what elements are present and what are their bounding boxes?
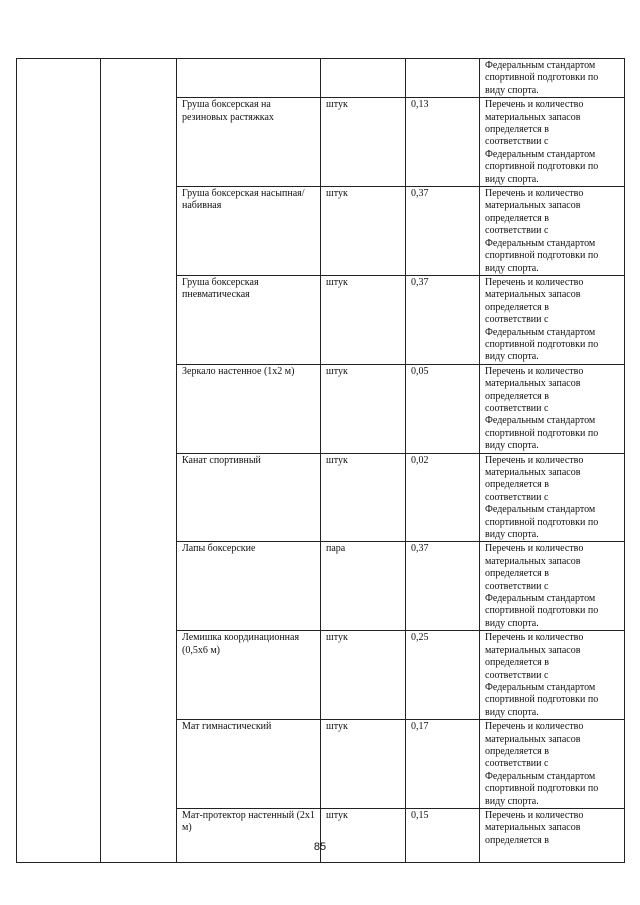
equipment-name-cell: Груша боксерская пневматическая: [177, 275, 321, 364]
note-line: материальных запасов: [485, 200, 581, 212]
note-line: Федеральным стандартом: [485, 681, 596, 693]
note-cell: [480, 453, 625, 542]
unit-cell: штук: [321, 720, 406, 809]
unit-cell: штук: [321, 364, 406, 453]
note-line: виду спорта.: [485, 262, 539, 274]
equipment-name-cell: Зеркало настенное (1x2 м): [177, 364, 321, 453]
note-line: спортивной подготовки по: [485, 161, 599, 173]
note-line: Перечень и количество: [485, 365, 584, 377]
note-line: определяется в: [485, 745, 549, 757]
note-line: материальных запасов: [485, 822, 581, 834]
note-line: Федеральным стандартом: [485, 770, 596, 782]
note-line: Перечень и количество: [485, 632, 584, 644]
note-line: соответствии с: [485, 669, 549, 681]
unit-cell: штук: [321, 187, 406, 276]
quantity-cell: 0,05: [406, 364, 480, 453]
note-line: виду спорта.: [485, 173, 539, 185]
equipment-name-cell: Лапы боксерские: [177, 542, 321, 631]
note-line: соответствии с: [485, 491, 549, 503]
unit-cell: штук: [321, 808, 406, 862]
quantity-cell: [406, 59, 480, 98]
note-line: соответствии с: [485, 136, 549, 148]
note-line: определяется в: [485, 657, 549, 669]
unit-cell: пара: [321, 542, 406, 631]
equipment-name-cell: Мат-протектор настенный (2x1 м): [177, 808, 321, 862]
note-cell: [480, 631, 625, 720]
note-line: Федеральным стандартом: [485, 148, 596, 160]
quantity-cell: 0,37: [406, 542, 480, 631]
quantity-cell: 0,15: [406, 808, 480, 862]
note-line: виду спорта.: [485, 706, 539, 718]
note-line: виду спорта.: [485, 351, 539, 363]
note-line: материальных запасов: [485, 289, 581, 301]
equipment-name-cell: [177, 59, 321, 98]
note-cell: [480, 808, 625, 862]
note-line: материальных запасов: [485, 644, 581, 656]
note-line: соответствии с: [485, 580, 549, 592]
note-line: спортивной подготовки по: [485, 250, 599, 262]
note-line: определяется в: [485, 390, 549, 402]
merged-cell-col1: [17, 59, 101, 863]
note-line: Федеральным стандартом: [485, 504, 596, 516]
note-line: Перечень и количество: [485, 809, 584, 821]
note-line: определяется в: [485, 568, 549, 580]
note-line: Федеральным стандартом: [485, 415, 596, 427]
equipment-table-container: [16, 58, 624, 846]
note-cell: [480, 275, 625, 364]
note-line: соответствии с: [485, 314, 549, 326]
note-line: спортивной подготовки по: [485, 783, 599, 795]
unit-cell: штук: [321, 98, 406, 187]
note-line: Перечень и количество: [485, 721, 584, 733]
quantity-cell: 0,37: [406, 187, 480, 276]
quantity-cell: 0,13: [406, 98, 480, 187]
note-line: спортивной подготовки по: [485, 427, 599, 439]
quantity-cell: 0,17: [406, 720, 480, 809]
note-line: материальных запасов: [485, 555, 581, 567]
note-cell: [480, 59, 625, 98]
note-line: соответствии с: [485, 758, 549, 770]
equipment-table: [16, 58, 625, 863]
equipment-table-body: [17, 59, 625, 863]
page-number: 85: [313, 841, 327, 853]
note-line: спортивной подготовки по: [485, 694, 599, 706]
note-line: Федеральным стандартом: [485, 60, 596, 71]
note-line: виду спорта.: [485, 440, 539, 452]
note-line: виду спорта.: [485, 84, 539, 96]
note-line: определяется в: [485, 834, 549, 846]
quantity-cell: 0,02: [406, 453, 480, 542]
note-cell: [480, 364, 625, 453]
note-line: Федеральным стандартом: [485, 237, 596, 249]
note-line: определяется в: [485, 212, 549, 224]
note-cell: [480, 187, 625, 276]
note-line: виду спорта.: [485, 795, 539, 807]
quantity-cell: 0,25: [406, 631, 480, 720]
note-line: определяется в: [485, 124, 549, 136]
note-line: Перечень и количество: [485, 99, 584, 111]
table-row: [17, 59, 625, 98]
unit-cell: штук: [321, 631, 406, 720]
note-line: спортивной подготовки по: [485, 605, 599, 617]
equipment-name-cell: Мат гимнастический: [177, 720, 321, 809]
note-line: спортивной подготовки по: [485, 516, 599, 528]
note-line: Федеральным стандартом: [485, 593, 596, 605]
note-line: материальных запасов: [485, 111, 581, 123]
note-line: соответствии с: [485, 225, 549, 237]
note-cell: [480, 98, 625, 187]
unit-cell: штук: [321, 275, 406, 364]
note-line: материальных запасов: [485, 467, 581, 478]
note-line: материальных запасов: [485, 733, 581, 745]
note-line: спортивной подготовки по: [485, 72, 599, 84]
unit-cell: [321, 59, 406, 98]
note-line: определяется в: [485, 479, 549, 491]
unit-cell: штук: [321, 453, 406, 542]
note-cell: [480, 720, 625, 809]
note-line: виду спорта.: [485, 529, 539, 541]
note-line: Федеральным стандартом: [485, 326, 596, 338]
note-line: виду спорта.: [485, 617, 539, 629]
note-line: материальных запасов: [485, 378, 581, 390]
note-line: определяется в: [485, 301, 549, 313]
quantity-cell: 0,37: [406, 275, 480, 364]
note-line: Перечень и количество: [485, 454, 584, 466]
equipment-name-cell: Лемишка координационная (0,5x6 м): [177, 631, 321, 720]
note-line: соответствии с: [485, 402, 549, 414]
merged-cell-col2: [101, 59, 177, 863]
note-line: спортивной подготовки по: [485, 338, 599, 350]
note-line: Перечень и количество: [485, 276, 584, 288]
equipment-name-cell: Канат спортивный: [177, 453, 321, 542]
equipment-name-cell: Груша боксерская на резиновых растяжках: [177, 98, 321, 187]
note-line: Перечень и количество: [485, 543, 584, 555]
equipment-name-cell: Груша боксерская насыпная/набивная: [177, 187, 321, 276]
note-cell: [480, 542, 625, 631]
note-line: Перечень и количество: [485, 188, 584, 200]
